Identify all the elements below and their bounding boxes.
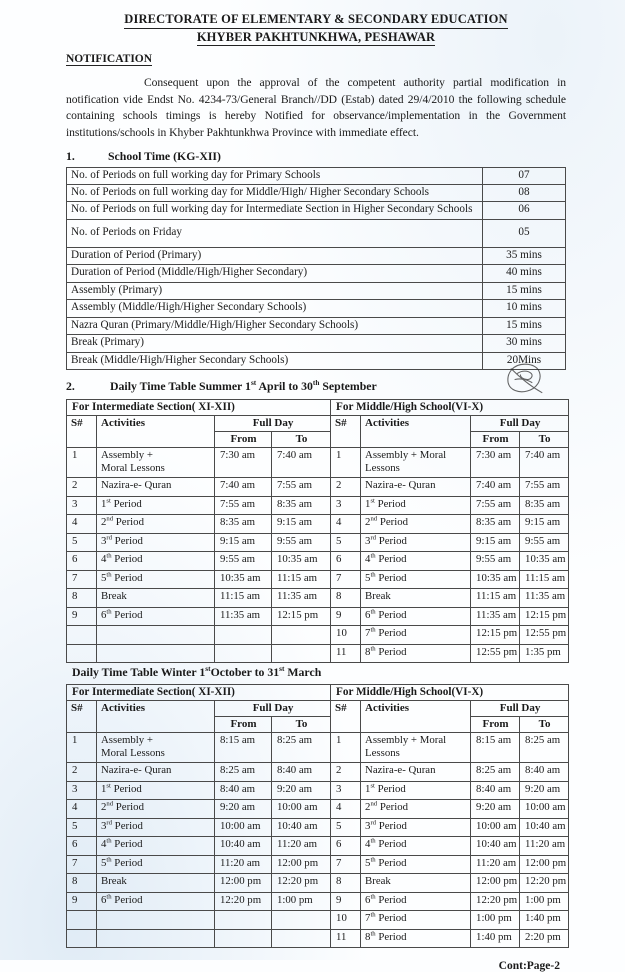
timetable-to-cell: 12:20 pm [520, 874, 569, 893]
timetable-to-cell: 2:20 pm [520, 929, 569, 948]
school-time-label: Nazra Quran (Primary/Middle/High/Higher Secondary Schools) [67, 317, 483, 334]
timetable-row [67, 837, 569, 856]
timetable-from-cell: 9:55 am [215, 552, 272, 571]
timetable-sn-cell: 4 [67, 800, 97, 819]
timetable-to-cell: 10:35 am [520, 552, 569, 571]
timetable-empty-cell [67, 911, 97, 930]
timetable-to-cell: 8:40 am [272, 763, 331, 782]
summer-left-from-header: From [215, 432, 272, 448]
timetable-activity-cell: 5th Period [97, 570, 215, 589]
winter-left-group-label: For Intermediate Section( XI-XII) [67, 685, 331, 701]
timetable-sn-cell: 7 [67, 570, 97, 589]
winter-timetable-heading [66, 665, 566, 680]
winter-left-fullday-header: Full Day [215, 701, 331, 717]
timetable-from-cell: 10:00 am [471, 818, 520, 837]
timetable-from-cell: 9:15 am [471, 533, 520, 552]
timetable-activity-cell: 8th Period [361, 929, 471, 948]
timetable-activity-cell: Break [361, 874, 471, 893]
timetable-row [67, 515, 569, 534]
timetable-activity-cell: 6th Period [361, 892, 471, 911]
timetable-from-cell: 1:00 pm [471, 911, 520, 930]
timetable-to-cell: 7:55 am [272, 478, 331, 497]
timetable-to-cell: 11:15 am [520, 570, 569, 589]
timetable-activity-cell: 4th Period [97, 552, 215, 571]
timetable-activity-cell: 5th Period [361, 570, 471, 589]
timetable-from-cell: 8:15 am [215, 733, 272, 763]
school-time-value: 08 [483, 185, 566, 202]
school-time-label: No. of Periods on full working day for Intermediate Section in Higher Secondary Schools [67, 202, 483, 219]
school-time-value: 06 [483, 202, 566, 219]
timetable-activity-cell: Break [97, 874, 215, 893]
timetable-activity-cell: 3rd Period [361, 533, 471, 552]
winter-right-to-header: To [520, 717, 569, 733]
timetable-from-cell: 7:40 am [471, 478, 520, 497]
org-title-line2 [66, 30, 566, 47]
timetable-activity-cell: 3rd Period [97, 818, 215, 837]
timetable-from-cell: 11:20 am [471, 855, 520, 874]
page-continuation-note: Cont:Page-2 [498, 960, 560, 972]
section-1-number: 1. [66, 148, 75, 163]
timetable-from-cell: 8:15 am [471, 733, 520, 763]
timetable-to-cell: 9:15 am [520, 515, 569, 534]
timetable-row [67, 448, 569, 478]
org-title-line1 [66, 12, 566, 29]
timetable-sn-cell: 6 [67, 837, 97, 856]
timetable-to-cell: 8:25 am [272, 733, 331, 763]
timetable-activity-cell: Assembly + Moral Lessons [97, 448, 215, 478]
timetable-activity-cell: Nazira-e- Quran [97, 763, 215, 782]
winter-left-activities-header: Activities [97, 701, 215, 733]
timetable-row [67, 589, 569, 608]
timetable-from-cell: 7:55 am [215, 496, 272, 515]
document-content [66, 12, 566, 972]
winter-left-to-header: To [272, 717, 331, 733]
document-header [66, 12, 566, 46]
timetable-sn-cell: 9 [67, 607, 97, 626]
timetable-activity-cell: 7th Period [361, 911, 471, 930]
timetable-empty-cell [67, 626, 97, 645]
timetable-to-cell: 12:55 pm [520, 626, 569, 645]
timetable-from-cell: 11:15 am [471, 589, 520, 608]
timetable-from-cell: 12:55 pm [471, 644, 520, 663]
school-time-label: Break (Primary) [67, 335, 483, 352]
winter-timetable-head [67, 685, 569, 733]
summer-left-to-header: To [272, 432, 331, 448]
timetable-sn-cell: 2 [331, 478, 361, 497]
winter-title-sup1: st [205, 664, 211, 674]
school-time-label: Break (Middle/High/Higher Secondary Schools) [67, 352, 483, 369]
timetable-sn-cell: 3 [331, 781, 361, 800]
timetable-empty-cell [97, 626, 215, 645]
winter-right-from-header: From [471, 717, 520, 733]
timetable-row [67, 607, 569, 626]
timetable-sn-cell: 3 [67, 781, 97, 800]
timetable-activity-cell: 1st Period [361, 781, 471, 800]
winter-right-sn-header: S# [331, 701, 361, 733]
school-time-label: No. of Periods on full working day for Primary Schools [67, 167, 483, 184]
timetable-row [67, 818, 569, 837]
summer-left-activities-header: Activities [97, 416, 215, 448]
winter-right-activities-header: Activities [361, 701, 471, 733]
timetable-row [67, 496, 569, 515]
timetable-empty-cell [67, 644, 97, 663]
timetable-activity-cell: Assembly + Moral Lessons [361, 448, 471, 478]
section-2-title [110, 379, 377, 394]
timetable-row [67, 552, 569, 571]
summer-right-activities-header: Activities [361, 416, 471, 448]
timetable-to-cell: 7:40 am [272, 448, 331, 478]
school-time-value: 15 mins [483, 317, 566, 334]
timetable-to-cell: 9:55 am [272, 533, 331, 552]
timetable-activity-cell: 3rd Period [97, 533, 215, 552]
timetable-from-cell: 7:40 am [215, 478, 272, 497]
summer-left-fullday-header: Full Day [215, 416, 331, 432]
timetable-to-cell: 10:00 am [520, 800, 569, 819]
timetable-sn-cell: 10 [331, 626, 361, 645]
school-time-value: 05 [483, 219, 566, 247]
handwritten-initial-mark [502, 361, 548, 395]
timetable-activity-cell: Break [361, 589, 471, 608]
timetable-from-cell: 10:35 am [471, 570, 520, 589]
timetable-to-cell: 8:35 am [520, 496, 569, 515]
timetable-sn-cell: 9 [331, 607, 361, 626]
org-title-line1-text: DIRECTORATE OF ELEMENTARY & SECONDARY EDUCATION [124, 12, 507, 29]
timetable-activity-cell: Nazira-e- Quran [97, 478, 215, 497]
timetable-row [67, 570, 569, 589]
timetable-from-cell: 1:40 pm [471, 929, 520, 948]
winter-timetable [66, 684, 569, 948]
timetable-sn-cell: 5 [331, 533, 361, 552]
timetable-activity-cell: Nazira-e- Quran [361, 478, 471, 497]
winter-left-sn-header: S# [67, 701, 97, 733]
org-title-line2-text: KHYBER PAKHTUNKHWA, PESHAWAR [197, 30, 435, 47]
summer-right-group-label: For Middle/High School(VI-X) [331, 399, 569, 415]
timetable-to-cell: 11:35 am [272, 589, 331, 608]
timetable-activity-cell: 4th Period [97, 837, 215, 856]
timetable-row [67, 874, 569, 893]
timetable-activity-cell: 1st Period [97, 781, 215, 800]
timetable-sn-cell: 1 [67, 448, 97, 478]
timetable-sn-cell: 3 [331, 496, 361, 515]
timetable-activity-cell: Assembly + Moral Lessons [97, 733, 215, 763]
winter-timetable-body [67, 733, 569, 948]
timetable-sn-cell: 7 [331, 570, 361, 589]
timetable-from-cell: 9:20 am [215, 800, 272, 819]
timetable-empty-cell [67, 929, 97, 948]
timetable-from-cell: 8:35 am [471, 515, 520, 534]
winter-title-prefix: Daily Time Table Winter 1 [72, 665, 206, 680]
school-time-label: No. of Periods on full working day for Middle/High/ Higher Secondary Schools [67, 185, 483, 202]
school-time-row [67, 352, 566, 369]
timetable-from-cell: 8:40 am [471, 781, 520, 800]
summer-right-to-header: To [520, 432, 569, 448]
school-time-row [67, 265, 566, 282]
timetable-sn-cell: 2 [67, 763, 97, 782]
timetable-activity-cell: 3rd Period [361, 818, 471, 837]
timetable-activity-cell: Break [97, 589, 215, 608]
timetable-row [67, 800, 569, 819]
timetable-sn-cell: 11 [331, 929, 361, 948]
timetable-row [67, 644, 569, 663]
timetable-from-cell: 8:40 am [215, 781, 272, 800]
summer-title-prefix: Daily Time Table Summer 1 [110, 378, 251, 393]
timetable-from-cell: 11:20 am [215, 855, 272, 874]
timetable-empty-cell [215, 929, 272, 948]
winter-column-header-row [67, 701, 569, 717]
summer-right-fullday-header: Full Day [471, 416, 569, 432]
timetable-from-cell: 8:35 am [215, 515, 272, 534]
timetable-sn-cell: 6 [331, 837, 361, 856]
timetable-to-cell: 11:35 am [520, 589, 569, 608]
timetable-activity-cell: 7th Period [361, 626, 471, 645]
timetable-to-cell: 12:00 pm [272, 855, 331, 874]
school-time-row [67, 167, 566, 184]
summer-right-sn-header: S# [331, 416, 361, 448]
timetable-from-cell: 7:30 am [471, 448, 520, 478]
timetable-row [67, 929, 569, 948]
summer-right-from-header: From [471, 432, 520, 448]
school-time-label: Assembly (Primary) [67, 282, 483, 299]
timetable-sn-cell: 11 [331, 644, 361, 663]
timetable-row [67, 781, 569, 800]
timetable-sn-cell: 5 [67, 818, 97, 837]
summer-left-group-label: For Intermediate Section( XI-XII) [67, 399, 331, 415]
timetable-from-cell: 7:55 am [471, 496, 520, 515]
school-time-value: 07 [483, 167, 566, 184]
school-time-label: Duration of Period (Primary) [67, 247, 483, 264]
timetable-sn-cell: 6 [331, 552, 361, 571]
timetable-sn-cell: 6 [67, 552, 97, 571]
timetable-activity-cell: 5th Period [361, 855, 471, 874]
winter-right-group-label: For Middle/High School(VI-X) [331, 685, 569, 701]
timetable-to-cell: 9:55 am [520, 533, 569, 552]
timetable-to-cell: 8:25 am [520, 733, 569, 763]
timetable-to-cell: 12:15 pm [520, 607, 569, 626]
timetable-to-cell: 8:35 am [272, 496, 331, 515]
timetable-to-cell: 12:20 pm [272, 874, 331, 893]
timetable-from-cell: 11:35 am [471, 607, 520, 626]
timetable-activity-cell: 2nd Period [361, 800, 471, 819]
timetable-activity-cell: Nazira-e- Quran [361, 763, 471, 782]
timetable-sn-cell: 1 [331, 733, 361, 763]
timetable-activity-cell: 6th Period [97, 607, 215, 626]
timetable-empty-cell [97, 644, 215, 663]
timetable-activity-cell: 5th Period [97, 855, 215, 874]
timetable-activity-cell: 2nd Period [97, 515, 215, 534]
timetable-sn-cell: 5 [331, 818, 361, 837]
school-time-row [67, 247, 566, 264]
summer-title-mid: April to 30 [256, 378, 313, 393]
timetable-sn-cell: 4 [331, 800, 361, 819]
timetable-from-cell: 8:25 am [471, 763, 520, 782]
timetable-sn-cell: 1 [67, 733, 97, 763]
timetable-empty-cell [272, 626, 331, 645]
school-time-row [67, 317, 566, 334]
timetable-to-cell: 12:00 pm [520, 855, 569, 874]
timetable-sn-cell: 10 [331, 911, 361, 930]
school-time-row [67, 219, 566, 247]
timetable-from-cell: 9:15 am [215, 533, 272, 552]
timetable-sn-cell: 9 [67, 892, 97, 911]
timetable-sn-cell: 1 [331, 448, 361, 478]
notification-label: NOTIFICATION [66, 53, 153, 66]
timetable-sn-cell: 2 [331, 763, 361, 782]
timetable-from-cell: 10:40 am [471, 837, 520, 856]
timetable-empty-cell [215, 911, 272, 930]
summer-title-sup1: st [250, 378, 257, 388]
timetable-from-cell: 12:15 pm [471, 626, 520, 645]
timetable-activity-cell: 2nd Period [361, 515, 471, 534]
timetable-from-cell: 10:35 am [215, 570, 272, 589]
timetable-sn-cell: 4 [67, 515, 97, 534]
timetable-empty-cell [97, 929, 215, 948]
notification-body-paragraph: Consequent upon the approval of the competent authority partial modification in notification vide Endst No. 4234-73/General Branch//DD (Estab) dated 29/4/2010 the following schedule containing schools timings is hereby Notified for observance/implementation in the Government institutions/schools in Khyber Pakhtunkhwa Province with immediate effect. [66, 76, 566, 139]
timetable-activity-cell: 1st Period [361, 496, 471, 515]
timetable-activity-cell: 1st Period [97, 496, 215, 515]
section-2-heading [66, 379, 566, 394]
timetable-from-cell: 8:25 am [215, 763, 272, 782]
summer-column-header-row [67, 416, 569, 432]
school-time-value: 35 mins [483, 247, 566, 264]
timetable-from-cell: 12:00 pm [471, 874, 520, 893]
timetable-row [67, 911, 569, 930]
school-time-row [67, 185, 566, 202]
summer-title-suffix: September [319, 378, 377, 393]
timetable-from-cell: 11:35 am [215, 607, 272, 626]
timetable-from-cell: 7:30 am [215, 448, 272, 478]
school-time-row [67, 202, 566, 219]
timetable-activity-cell: 2nd Period [97, 800, 215, 819]
timetable-sn-cell: 9 [331, 892, 361, 911]
winter-title-sup2: st [279, 664, 285, 674]
timetable-row [67, 733, 569, 763]
section-1-heading [66, 149, 566, 164]
timetable-from-cell: 12:00 pm [215, 874, 272, 893]
timetable-to-cell: 1:40 pm [520, 911, 569, 930]
winter-title-suffix: March [284, 665, 322, 680]
timetable-from-cell: 12:20 pm [215, 892, 272, 911]
timetable-from-cell: 10:00 am [215, 818, 272, 837]
timetable-sn-cell: 2 [67, 478, 97, 497]
timetable-empty-cell [272, 929, 331, 948]
timetable-to-cell: 10:00 am [272, 800, 331, 819]
timetable-to-cell: 1:35 pm [520, 644, 569, 663]
timetable-to-cell: 10:35 am [272, 552, 331, 571]
section-1-title: School Time (KG-XII) [108, 148, 221, 163]
school-time-row [67, 282, 566, 299]
timetable-activity-cell: 4th Period [361, 552, 471, 571]
school-time-value: 20Mins [483, 352, 566, 369]
school-time-row [67, 335, 566, 352]
timetable-to-cell: 10:40 am [520, 818, 569, 837]
summer-group-header-row [67, 399, 569, 415]
timetable-to-cell: 11:20 am [520, 837, 569, 856]
summer-timetable-body [67, 448, 569, 663]
school-time-table [66, 167, 566, 370]
school-time-value: 30 mins [483, 335, 566, 352]
timetable-sn-cell: 4 [331, 515, 361, 534]
winter-right-fullday-header: Full Day [471, 701, 569, 717]
timetable-sn-cell: 7 [331, 855, 361, 874]
timetable-to-cell: 11:20 am [272, 837, 331, 856]
timetable-sn-cell: 8 [331, 874, 361, 893]
timetable-activity-cell: 6th Period [361, 607, 471, 626]
timetable-sn-cell: 5 [67, 533, 97, 552]
timetable-from-cell: 11:15 am [215, 589, 272, 608]
school-time-value: 15 mins [483, 282, 566, 299]
timetable-from-cell: 9:55 am [471, 552, 520, 571]
school-time-label: Assembly (Middle/High/Higher Secondary Schools) [67, 300, 483, 317]
timetable-to-cell: 9:20 am [520, 781, 569, 800]
school-time-value: 10 mins [483, 300, 566, 317]
timetable-row [67, 763, 569, 782]
timetable-to-cell: 12:15 pm [272, 607, 331, 626]
winter-group-header-row [67, 685, 569, 701]
summer-timetable [66, 399, 569, 663]
school-time-label: No. of Periods on Friday [67, 219, 483, 247]
timetable-to-cell: 1:00 pm [520, 892, 569, 911]
timetable-sn-cell: 8 [67, 874, 97, 893]
timetable-row [67, 855, 569, 874]
timetable-to-cell: 7:55 am [520, 478, 569, 497]
timetable-to-cell: 9:20 am [272, 781, 331, 800]
timetable-empty-cell [215, 644, 272, 663]
timetable-activity-cell: Assembly + Moral Lessons [361, 733, 471, 763]
timetable-to-cell: 7:40 am [520, 448, 569, 478]
timetable-empty-cell [97, 911, 215, 930]
timetable-to-cell: 9:15 am [272, 515, 331, 534]
timetable-empty-cell [272, 644, 331, 663]
timetable-to-cell: 11:15 am [272, 570, 331, 589]
timetable-to-cell: 10:40 am [272, 818, 331, 837]
timetable-from-cell: 10:40 am [215, 837, 272, 856]
timetable-to-cell: 1:00 pm [272, 892, 331, 911]
timetable-row [67, 626, 569, 645]
timetable-empty-cell [272, 911, 331, 930]
summer-title-sup2: th [312, 378, 320, 388]
timetable-empty-cell [215, 626, 272, 645]
school-time-row [67, 300, 566, 317]
timetable-activity-cell: 6th Period [97, 892, 215, 911]
winter-left-from-header: From [215, 717, 272, 733]
section-2-wrapper [66, 379, 566, 394]
section-2-number: 2. [66, 378, 75, 393]
timetable-sn-cell: 8 [67, 589, 97, 608]
timetable-activity-cell: 4th Period [361, 837, 471, 856]
school-time-label: Duration of Period (Middle/High/Higher Secondary) [67, 265, 483, 282]
timetable-sn-cell: 7 [67, 855, 97, 874]
timetable-sn-cell: 8 [331, 589, 361, 608]
timetable-row [67, 892, 569, 911]
timetable-to-cell: 8:40 am [520, 763, 569, 782]
timetable-sn-cell: 3 [67, 496, 97, 515]
timetable-from-cell: 9:20 am [471, 800, 520, 819]
timetable-activity-cell: 8th Period [361, 644, 471, 663]
timetable-from-cell: 12:20 pm [471, 892, 520, 911]
school-time-value: 40 mins [483, 265, 566, 282]
winter-title-mid: October to 31 [210, 665, 280, 680]
summer-timetable-head [67, 399, 569, 447]
timetable-row [67, 533, 569, 552]
timetable-row [67, 478, 569, 497]
summer-left-sn-header: S# [67, 416, 97, 448]
